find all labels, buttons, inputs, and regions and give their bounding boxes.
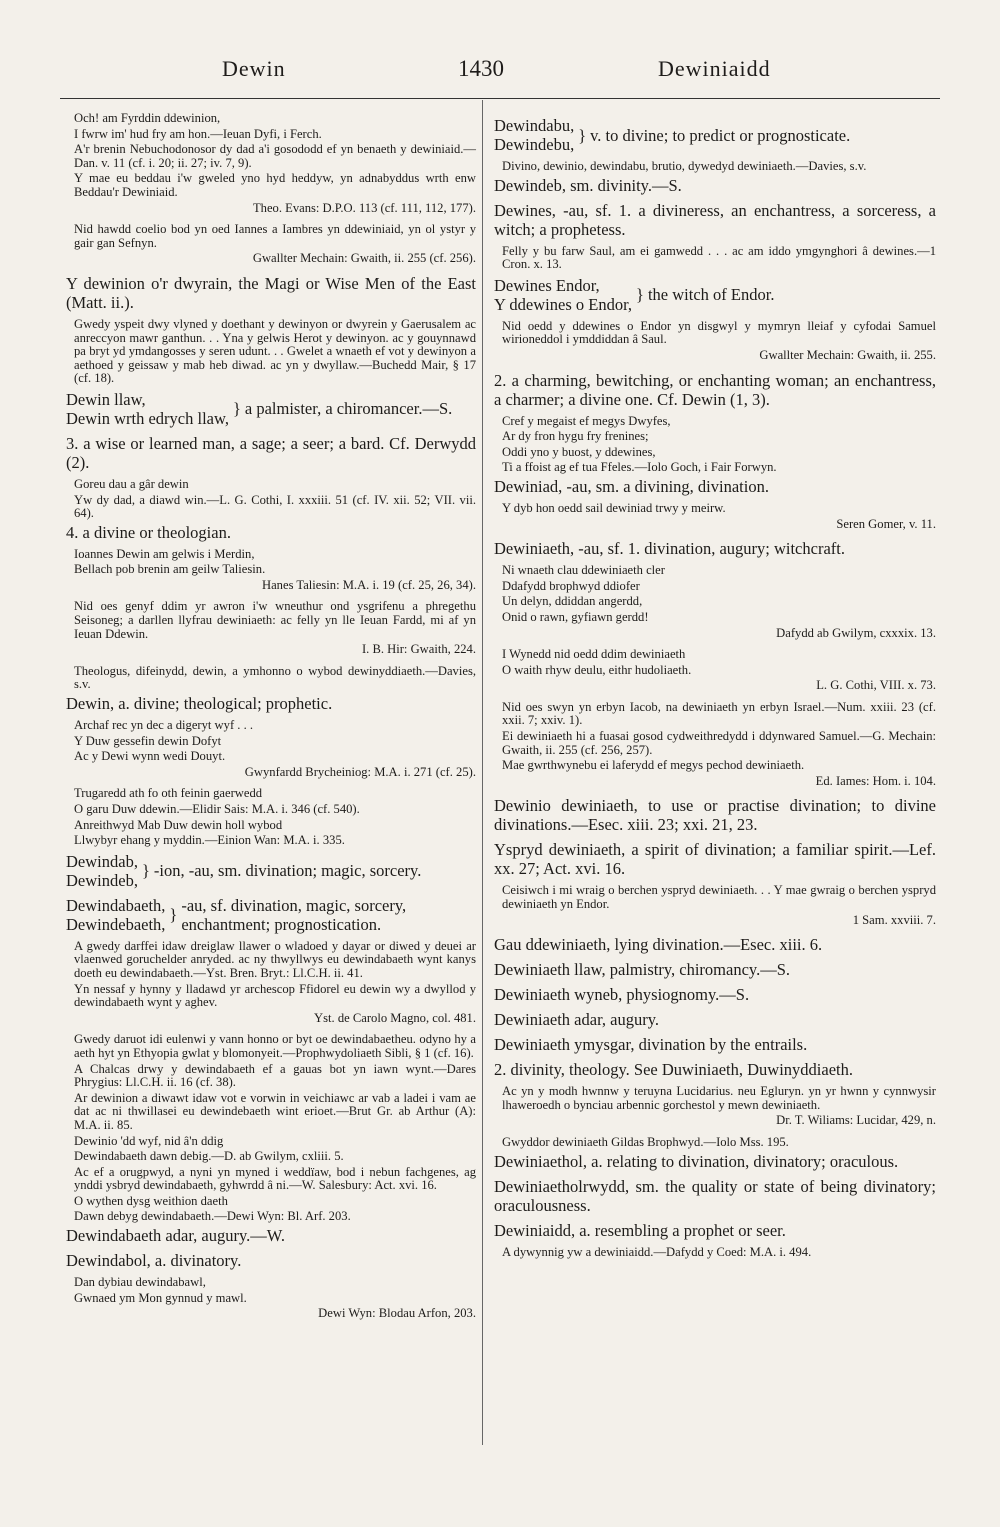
brace-glyph: } bbox=[169, 905, 178, 925]
quotation: Onid o rawn, gyfiawn gerdd! bbox=[502, 609, 649, 624]
definition-entry: Dewin, a. divine; theological; prophetic. bbox=[66, 694, 333, 714]
definition-entry: Dewiniaeth ymysgar, divination by the entrails. bbox=[494, 1035, 808, 1055]
citation-source: Theo. Evans: D.P.O. 113 (cf. 111, 112, 177). bbox=[252, 200, 476, 215]
entry-pair bbox=[66, 390, 452, 428]
quotation: Gwedy daruot idi eulenwi y vann honno or byt oe dewindabaetheu. odyno hy a aeth hyt yn Ethyopia gwlat y blomonyeit.—Prophwydoliaeth Sibli, § 1 (cf. 16). bbox=[74, 1032, 476, 1060]
definition-entry: 3. a wise or learned man, a sage; a seer; a bard. Cf. Derwydd (2). bbox=[66, 433, 476, 472]
citation-source: Gwynfardd Brycheiniog: M.A. i. 271 (cf. 25). bbox=[244, 764, 476, 779]
headword-a: Dewines Endor, bbox=[494, 275, 600, 295]
definition-entry: Y dewinion o'r dwyrain, the Magi or Wise Men of the East (Matt. ii.). bbox=[66, 273, 476, 312]
quotation: Oddi yno y buost, y ddewines, bbox=[502, 444, 656, 459]
definition: -au, sf. divination, magic, sorcery, enchantment; prognostication. bbox=[181, 895, 407, 934]
citation-source: Yst. de Carolo Magno, col. 481. bbox=[314, 1010, 476, 1025]
brace-glyph: } bbox=[636, 285, 644, 305]
citation-source: 1 Sam. xxviii. 7. bbox=[852, 912, 936, 927]
definition-entry: Dewiniaethol, a. relating to divination, divinatory; oraculous. bbox=[494, 1151, 899, 1171]
quotation: Nid hawdd coelio bod yn oed Iannes a Iambres yn ddewiniaid, yn ol ystyr y gair gan Sefnyn. bbox=[74, 222, 476, 250]
quotation: Y dyb hon oedd sail dewiniad trwy y meirw. bbox=[502, 500, 726, 515]
definition-entry: Dewindeb, sm. divinity.—S. bbox=[494, 175, 682, 195]
citation-source: Dr. T. Wiliams: Lucidar, 429, n. bbox=[776, 1113, 936, 1128]
quotation: Yn nessaf y hynny y lladawd yr archescop Ffidorel eu dewin wy a dwyllod y dewindabaeth wynt y aghev. bbox=[74, 981, 476, 1010]
header-rule bbox=[60, 98, 940, 99]
definition-entry: Dewindabol, a. divinatory. bbox=[66, 1251, 242, 1271]
definition-entry: Dewiniaeth llaw, palmistry, chiromancy.—S. bbox=[494, 960, 791, 980]
brace-glyph: } bbox=[578, 125, 587, 145]
definition-entry: Dewiniaeth wyneb, physiognomy.—S. bbox=[494, 985, 750, 1005]
quotation: Ceisiwch i mi wraig o berchen yspryd dewiniaeth. . . Y mae gwraig o berchen yspryd dewiniaeth yn Endor. bbox=[502, 883, 936, 912]
quotation: O waith rhyw deulu, eithr hudoliaeth. bbox=[502, 662, 692, 677]
definition: v. to divine; to predict or prognosticate. bbox=[590, 125, 851, 145]
definition-entry: Dewiniaetholrwydd, sm. the quality or state of being divinatory; oraculousness. bbox=[494, 1176, 936, 1215]
brace-glyph: } bbox=[141, 861, 150, 881]
quotation: Bellach pob brenin am geilw Taliesin. bbox=[74, 562, 266, 577]
quotation: Anreithwyd Mab Duw dewin holl wybod bbox=[74, 817, 283, 832]
quotation: Ei dewiniaeth hi a fuasai gosod cydweithredydd i ddynwared Samuel.—G. Mechain: Gwaith, ii. 255 (cf. 256, 257). bbox=[502, 729, 936, 757]
quotation: Nid oes swyn yn erbyn Iacob, na dewiniaeth yn erbyn Israel.—Num. xxiii. 23 (cf. xxii. 7; xxiv. 1). bbox=[502, 699, 936, 728]
entry-pair bbox=[494, 276, 774, 314]
column-divider bbox=[482, 100, 483, 1445]
quotation: Gwyddor dewiniaeth Gildas Brophwyd.—Iolo Mss. 195. bbox=[502, 1135, 789, 1149]
quotation: Mae gwrthwynebu ei laferydd ef megys pechod dewiniaeth. bbox=[502, 758, 805, 773]
headword-b: Dewindebu, bbox=[494, 135, 575, 154]
quotation: Dawn debyg dewindabaeth.—Dewi Wyn: Bl. Arf. 203. bbox=[74, 1209, 351, 1224]
quotation: A Chalcas drwy y dewindabaeth ef a gauas bot yn iawn wynt.—Dares Phrygius: Ll.C.H. ii. 16 (cf. 38). bbox=[74, 1061, 476, 1090]
quotation: Ar dy fron hygu fry frenines; bbox=[502, 429, 649, 444]
quotation: Felly y bu farw Saul, am ei gamwedd . . . ac am iddo ymgynghori â dewines.—1 Cron. x. 13. bbox=[502, 243, 936, 272]
brace-glyph: } bbox=[232, 399, 241, 419]
quotation: Och! am Fyrddin ddewinion, bbox=[74, 111, 221, 125]
definition-entry: Dewinio dewiniaeth, to use or practise divination; to divine divinations.—Esec. xiii. 23; xxi. 21, 23. bbox=[494, 796, 936, 835]
definition-entry: Gau ddewiniaeth, lying divination.—Esec. xiii. 6. bbox=[494, 935, 823, 955]
headword-b: Y ddewines o Endor, bbox=[494, 294, 633, 314]
quotation: A gwedy darffei idaw dreiglaw llawer o wladoed y dayar or diwed y deuei ar vlaenwed goruchelder anryded. ac ny thwyllwys eu dewindabaeth wynt kanys doeth eu dewindabaeth.—Yst. Bren. Bryt.: Ll.C.H. ii. 41. bbox=[74, 938, 476, 980]
quotation: Theologus, difeinydd, dewin, a ymhonno o wybod dewinyddiaeth.—Davies, s.v. bbox=[74, 663, 476, 692]
citation-source: Gwallter Mechain: Gwaith, ii. 255 (cf. 256). bbox=[252, 251, 476, 266]
quotation: Archaf rec yn dec a digeryt wyf . . . bbox=[74, 718, 254, 733]
citation-source: L. G. Cothi, VIII. x. 73. bbox=[816, 678, 936, 693]
definition: a palmister, a chiromancer.—S. bbox=[244, 399, 453, 419]
quotation: Nid oedd y ddewines o Endor yn disgwyl y mymryn lleiaf y cyfodai Samuel wirioneddol i ymddiddan â Saul. bbox=[502, 318, 936, 347]
definition-entry: 2. divinity, theology. See Duwiniaeth, Duwinyddiaeth. bbox=[494, 1060, 853, 1080]
quotation: Y Duw gessefin dewin Dofyt bbox=[74, 733, 222, 748]
entry-pair bbox=[66, 852, 421, 890]
definition-entry: Dewiniaeth adar, augury. bbox=[494, 1010, 660, 1030]
definition-entry: 4. a divine or theologian. bbox=[66, 522, 231, 542]
definition-entry: Dewiniad, -au, sm. a divining, divination. bbox=[494, 476, 769, 496]
quotation: Un delyn, ddiddan angerdd, bbox=[502, 594, 643, 609]
quotation: Dewindabaeth dawn debig.—D. ab Gwilym, cxliii. 5. bbox=[74, 1149, 344, 1164]
citation-source: Hanes Taliesin: M.A. i. 19 (cf. 25, 26, 34). bbox=[262, 577, 476, 592]
header-right-word: Dewiniaidd bbox=[658, 56, 771, 81]
definition-entry: Dewiniaeth, -au, sf. 1. divination, augury; witchcraft. bbox=[494, 539, 845, 559]
definition-entry: 2. a charming, bewitching, or enchanting woman; an enchantress, a charmer; a divine one. Cf. Dewin (1, 3). bbox=[494, 370, 936, 409]
quotation: Yw dy dad, a diawd win.—L. G. Cothi, I. xxxiii. 51 (cf. IV. xii. 52; VII. vii. 64). bbox=[74, 492, 476, 521]
header-left-word: Dewin bbox=[222, 56, 286, 81]
definition-entry: Dewiniaidd, a. resembling a prophet or seer. bbox=[494, 1220, 786, 1240]
quotation: Y mae eu beddau i'w gweled yno hyd heddyw, yn adnabyddus wrth enw Beddau'r Dewiniaid. bbox=[74, 171, 476, 199]
quotation: Llwybyr ehang y myddin.—Einion Wan: M.A. i. 335. bbox=[74, 833, 345, 848]
definition-entry: Dewines, -au, sf. 1. a divineress, an enchantress, a sorceress, a witch; a prophetess. bbox=[494, 200, 936, 239]
quotation: Divino, dewinio, dewindabu, brutio, dywedyd dewiniaeth.—Davies, s.v. bbox=[502, 159, 867, 173]
quotation: I fwrw im' hud fry am hon.—Ieuan Dyfi, i Ferch. bbox=[74, 126, 322, 141]
citation-source: Gwallter Mechain: Gwaith, ii. 255. bbox=[759, 347, 936, 362]
left-column bbox=[66, 112, 476, 1329]
quotation: Dewinio 'dd wyf, nid â'n ddig bbox=[74, 1133, 224, 1148]
quotation: A'r brenin Nebuchodonosor dy dad a'i gosododd ef yn benaeth y dewiniaid.—Dan. v. 11 (cf. i. 20; ii. 27; iv. 7, 9). bbox=[74, 142, 476, 170]
quotation: Ioannes Dewin am gelwis i Merdin, bbox=[74, 546, 255, 561]
citation-source: Seren Gomer, v. 11. bbox=[836, 516, 936, 531]
headword-b: Dewindebaeth, bbox=[66, 914, 166, 934]
entry-pair bbox=[66, 896, 476, 934]
citation-source: Dewi Wyn: Blodau Arfon, 203. bbox=[318, 1306, 476, 1321]
right-column bbox=[494, 112, 936, 1261]
quotation: Cref y megaist ef megys Dwyfes, bbox=[502, 413, 671, 428]
running-header bbox=[0, 56, 1000, 96]
quotation: Ti a ffoist ag ef tua Ffeles.—Iolo Goch, i Fair Forwyn. bbox=[502, 460, 777, 475]
quotation: O garu Duw ddewin.—Elidir Sais: M.A. i. 346 (cf. 540). bbox=[74, 802, 360, 816]
definition: -ion, -au, sm. divination; magic, sorcery. bbox=[153, 861, 422, 881]
definition: the witch of Endor. bbox=[647, 285, 775, 305]
quotation: Gwedy yspeit dwy vlyned y doethant y dewinyon or dwyrein y Gaerusalem ac anreccyon mawr ganthun. . . Yna y gelwis Herot y dewinyon. ac y gouynnawd pa bryt yd ymdangosses y seren udunt. . . Gwelet a wnaeth ef vot y dewinyon a aethoed y geissaw y mab heb diwad. ac yn y dwyllaw.—Buchedd Mair, § 17 (cf. 18). bbox=[74, 316, 476, 386]
quotation: Ddafydd brophwyd ddiofer bbox=[502, 578, 640, 593]
citation-source: Dafydd ab Gwilym, cxxxix. 13. bbox=[776, 625, 936, 640]
quotation: Ac y Dewi wynn wedi Douyt. bbox=[74, 749, 226, 764]
quotation: Gwnaed ym Mon gynnud y mawl. bbox=[74, 1290, 247, 1305]
headword-b: Dewin wrth edrych llaw, bbox=[66, 408, 229, 428]
citation-source: Ed. Iames: Hom. i. 104. bbox=[815, 773, 936, 788]
headword-a: Dewindabu, bbox=[494, 116, 575, 135]
quotation: Nid oes genyf ddim yr awron i'w wneuthur ond ysgrifenu a phregethu Seisoneg; a darllen llyfrau dewiniaeth: ac felly yn lle Ieuan Fardd, mi af yn Ieuan Ddewin. bbox=[74, 599, 476, 641]
entry-pair bbox=[494, 116, 850, 154]
quotation: Goreu dau a gâr dewin bbox=[74, 476, 189, 491]
headword-a: Dewindab, bbox=[66, 851, 138, 871]
headword-a: Dewindabaeth, bbox=[66, 895, 166, 915]
quotation: O wythen dysg weithion daeth bbox=[74, 1193, 228, 1208]
quotation: I Wynedd nid oedd ddim dewiniaeth bbox=[502, 647, 686, 662]
quotation: A dywynnig yw a dewiniaidd.—Dafydd y Coed: M.A. i. 494. bbox=[502, 1244, 812, 1259]
quotation: Trugaredd ath fo oth feinin gaerwedd bbox=[74, 786, 263, 801]
citation-source: I. B. Hir: Gwaith, 224. bbox=[361, 642, 476, 657]
quotation: Ar dewinion a diwawt idaw vot e vorwin in veichiawc ar vab a ladei i vam ae dat ac ni thwillasei eu dewindebaeth wint erioet.—Brut Gr. ab Arthur (A): M.A. ii. 85. bbox=[74, 1090, 476, 1132]
definition-entry: Dewindabaeth adar, augury.—W. bbox=[66, 1226, 285, 1246]
page-number: 1430 bbox=[458, 56, 504, 81]
quotation: Ac yn y modh hwnnw y teruyna Lucidarius. neu Egluryn. yn yr hwnn y cynnwysir lhaweroedh o bynciau arbennic gorchestol y mewn dewiniaeth. bbox=[502, 1084, 936, 1112]
quotation: Ni wnaeth clau ddewiniaeth cler bbox=[502, 563, 665, 578]
headword-b: Dewindeb, bbox=[66, 870, 138, 890]
quotation: Ac ef a orugpwyd, a nyni yn myned i weddïaw, bod i nebun fachgenes, ag ynddi ysbryd dewindabaeth, gyhwrdd â ni.—W. Salesbury: Act. xvi. 16. bbox=[74, 1164, 476, 1193]
headword-a: Dewin llaw, bbox=[66, 389, 146, 409]
quotation: Dan dybiau dewindabawl, bbox=[74, 1275, 206, 1290]
definition-entry: Yspryd dewiniaeth, a spirit of divination; a familiar spirit.—Lef. xx. 27; Act. xvi. 16. bbox=[494, 840, 936, 879]
